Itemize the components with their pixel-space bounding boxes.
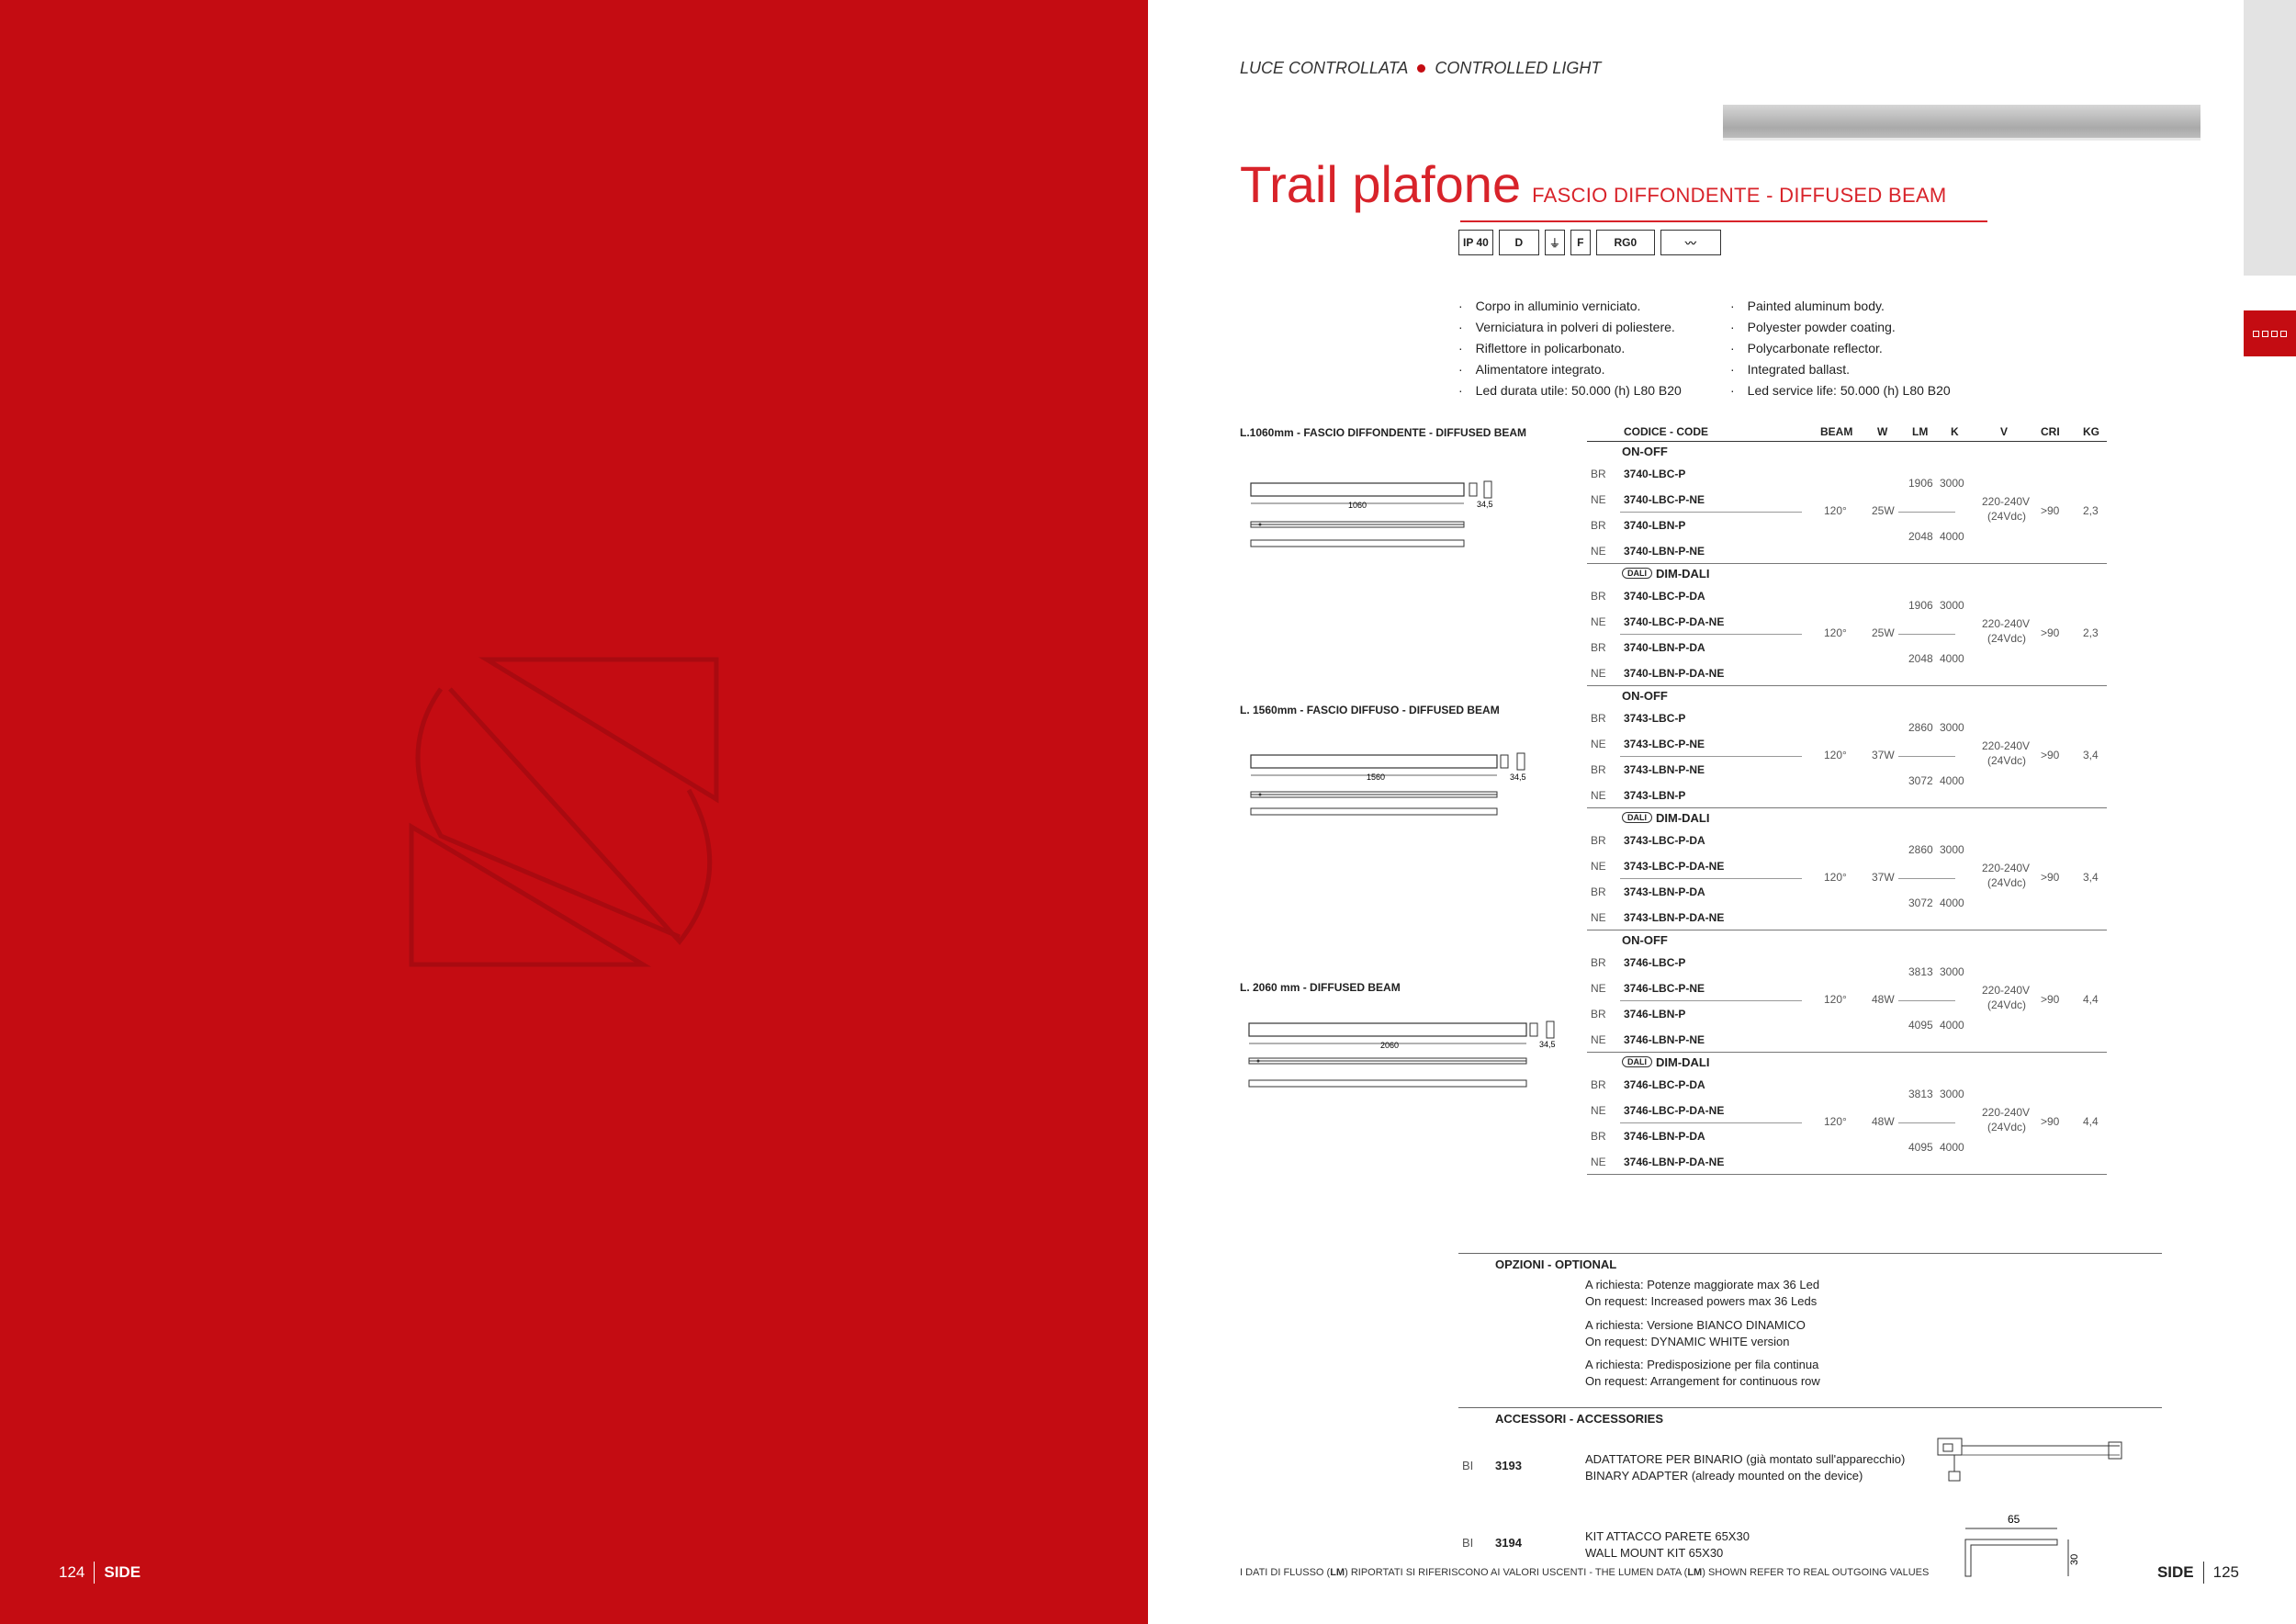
group-title [1587,564,2107,582]
lm-k-divider [1898,756,1955,757]
optional-item-en: On request: Increased powers max 36 Leds [1585,1294,1818,1308]
finish-code: BR [1591,1078,1606,1091]
driver-wave-icon: 〰 [1660,230,1721,255]
lumen-value: 2048 [1908,652,1933,665]
accessory-finish: BI [1462,1536,1474,1550]
table-row [1587,1148,2107,1174]
cri-value: >90 [2041,626,2060,639]
product-title-main: Trail plafone [1240,155,1522,213]
dali-icon: DALI [1622,1056,1652,1067]
voltage-dc-value: (24Vdc) [1987,510,2027,523]
row-divider [1620,756,1802,757]
features-it [1458,296,1682,401]
table-header [1587,423,2107,442]
finish-code: BR [1591,834,1606,847]
table-row [1587,949,2107,975]
table-row [1587,460,2107,486]
row-divider [1620,634,1802,635]
table-row [1587,1122,2107,1148]
finish-code: NE [1591,982,1606,995]
product-code: 3740-LBN-P-DA [1624,641,1705,654]
kelvin-value: 4000 [1940,1019,1964,1032]
finish-code: BR [1591,763,1606,776]
voltage-value: 220-240V [1982,984,2031,997]
optional-item-it: A richiesta: Versione BIANCO DINAMICO [1585,1318,1806,1332]
brand-name: SIDE [104,1563,141,1581]
brand-name: SIDE [2156,1563,2194,1581]
optional-item [1585,1357,1820,1390]
photobiological-rg0-icon: RG0 [1596,230,1655,255]
finish-code: BR [1591,641,1606,654]
lm-k-divider [1898,1000,1955,1001]
dimension-label: L.1060mm - FASCIO DIFFONDENTE - DIFFUSED BEAM [1240,426,1527,439]
lumen-value: 1906 [1908,477,1933,490]
product-code: 3740-LBC-P-NE [1624,493,1705,506]
kit-height-label: 30 [2069,1553,2080,1565]
lumen-value: 3813 [1908,965,1933,978]
optional-item [1585,1277,1819,1310]
certification-icons [1458,230,1721,255]
beam-value: 120° [1824,504,1847,517]
title-rule [1460,220,1987,222]
watt-value: 25W [1872,626,1895,639]
optional-section [1458,1253,2162,1276]
dali-icon: DALI [1622,568,1652,579]
voltage-dc-value: (24Vdc) [1987,754,2027,767]
side-logo-watermark-icon [404,652,726,974]
kelvin-value: 3000 [1940,1088,1964,1100]
table-row [1587,878,2107,904]
kelvin-value: 3000 [1940,965,1964,978]
product-group [1587,686,2107,808]
beam-value: 120° [1824,749,1847,761]
voltage-value: 220-240V [1982,862,2031,874]
group-title-text: DIM-DALI [1656,1054,1710,1069]
spec-table [1587,423,2107,1175]
finish-code: NE [1591,1033,1606,1046]
col-k: K [1951,425,1959,438]
lm-k-divider [1898,634,1955,635]
product-code: 3740-LBN-P [1624,519,1686,532]
cri-value: >90 [2041,1115,2060,1128]
weight-value: 4,4 [2083,1115,2099,1128]
voltage-value: 220-240V [1982,739,2031,752]
section-kicker [1240,59,1601,78]
optional-item-en: On request: Arrangement for continuous row [1585,1374,1820,1388]
finish-code: BR [1591,712,1606,725]
finish-code: NE [1591,615,1606,628]
kicker-en: CONTROLLED LIGHT [1435,59,1602,77]
table-row [1587,1026,2107,1052]
dimension-height: 34,5 [1510,773,1526,782]
dimension-drawing [1247,1018,1578,1091]
product-code: 3746-LBC-P-DA [1624,1078,1705,1091]
row-divider [1620,1000,1802,1001]
watt-value: 37W [1872,749,1895,761]
product-code: 3746-LBN-P-NE [1624,1033,1705,1046]
optional-item-it: A richiesta: Potenze maggiorate max 36 Led [1585,1278,1820,1291]
dimension-height: 34,5 [1477,500,1493,509]
accessory-description [1585,1451,1905,1484]
feature-item: · Painted aluminum body. [1730,296,1951,317]
product-image [1723,105,2200,141]
accessories-section [1458,1407,2162,1430]
wall-mount-kit-drawing [1956,1510,2080,1580]
finish-code: BR [1591,468,1606,480]
product-code: 3746-LBC-P [1624,956,1686,969]
table-row [1587,512,2107,537]
product-code: 3740-LBC-P-DA [1624,590,1705,603]
beam-value: 120° [1824,871,1847,884]
feature-item: · Alimentatore integrato. [1458,359,1682,380]
lm-k-divider [1898,1122,1955,1123]
lumen-value: 3813 [1908,1088,1933,1100]
group-title-text: DIM-DALI [1656,566,1710,581]
lumen-value: 2048 [1908,530,1933,543]
product-group [1587,930,2107,1053]
kelvin-value: 3000 [1940,599,1964,612]
table-row [1587,756,2107,782]
lm-k-divider [1898,512,1955,513]
optional-item-en: On request: DYNAMIC WHITE version [1585,1335,1790,1348]
lm-k-divider [1898,878,1955,879]
dimension-length: 2060 [1379,1041,1400,1050]
table-body [1587,442,2107,1175]
product-code: 3743-LBN-P-DA [1624,885,1705,898]
features-en [1730,296,1951,401]
feature-item: · Integrated ballast. [1730,359,1951,380]
table-row [1587,660,2107,685]
binary-adapter-drawing [1936,1435,2129,1490]
ground-icon: ⏚ [1545,230,1565,255]
row-divider [1620,512,1802,513]
product-code: 3743-LBN-P-DA-NE [1624,911,1725,924]
weight-value: 4,4 [2083,993,2099,1006]
feature-item: · Polycarbonate reflector. [1730,338,1951,359]
lumen-value: 4095 [1908,1141,1933,1154]
group-title [1587,686,2107,705]
finish-code: NE [1591,1156,1606,1168]
group-title [1587,808,2107,827]
weight-value: 3,4 [2083,749,2099,761]
optional-item [1585,1317,1806,1350]
kicker-it: LUCE CONTROLLATA [1240,59,1409,77]
table-row [1587,582,2107,608]
footnote: I DATI DI FLUSSO (LM) RIPORTATI SI RIFERISCONO AI VALORI USCENTI - THE LUMEN DATA (LM) SHOWN REFER TO REAL OUTGOING VALUES [1240,1567,1930,1578]
group-title [1587,1053,2107,1071]
finish-code: NE [1591,860,1606,873]
group-title [1587,442,2107,460]
product-group [1587,808,2107,930]
kit-width-label: 65 [2008,1513,2020,1526]
finish-code: NE [1591,738,1606,750]
kelvin-value: 4000 [1940,530,1964,543]
row-divider [1620,878,1802,879]
finish-code: NE [1591,493,1606,506]
group-title-text: ON-OFF [1622,688,1668,703]
table-row [1587,1071,2107,1097]
col-w: W [1877,425,1888,438]
finish-code: BR [1591,590,1606,603]
kelvin-value: 4000 [1940,1141,1964,1154]
product-code: 3743-LBC-P-DA-NE [1624,860,1725,873]
product-code: 3746-LBC-P-NE [1624,982,1705,995]
cri-value: >90 [2041,871,2060,884]
beam-value: 120° [1824,626,1847,639]
product-code: 3740-LBC-P [1624,468,1686,480]
table-row [1587,1000,2107,1026]
product-group [1587,442,2107,564]
finish-code: BR [1591,1130,1606,1143]
voltage-dc-value: (24Vdc) [1987,1121,2027,1133]
col-v: V [2000,425,2009,438]
voltage-dc-value: (24Vdc) [1987,632,2027,645]
table-row [1587,904,2107,930]
product-code: 3746-LBN-P-DA-NE [1624,1156,1725,1168]
col-cri: CRI [2041,425,2060,438]
voltage-dc-value: (24Vdc) [1987,998,2027,1011]
feature-item: · Led service life: 50.000 (h) L80 B20 [1730,380,1951,401]
product-code: 3740-LBC-P-DA-NE [1624,615,1725,628]
bullet-dot-icon [1417,64,1425,73]
col-lm: LM [1912,425,1929,438]
beam-value: 120° [1824,993,1847,1006]
finish-code: BR [1591,519,1606,532]
f-mark-icon: F [1570,230,1591,255]
kelvin-value: 3000 [1940,843,1964,856]
voltage-value: 220-240V [1982,617,2031,630]
watt-value: 48W [1872,993,1895,1006]
ip40-icon: IP 40 [1458,230,1493,255]
lumen-value: 3072 [1908,774,1933,787]
beam-value: 120° [1824,1115,1847,1128]
accessory-desc-it: ADATTATORE PER BINARIO (già montato sull'apparecchio) [1585,1452,1906,1466]
product-group [1587,564,2107,686]
group-title-text: ON-OFF [1622,932,1668,947]
weight-value: 2,3 [2083,504,2099,517]
page-number: 125 [2212,1563,2239,1581]
product-code: 3743-LBC-P-NE [1624,738,1705,750]
cri-value: >90 [2041,993,2060,1006]
left-page-number [59,1562,141,1584]
feature-item: · Verniciatura in polveri di poliestere. [1458,317,1682,338]
finish-code: NE [1591,911,1606,924]
product-code: 3746-LBC-P-DA-NE [1624,1104,1725,1117]
product-code: 3743-LBN-P-NE [1624,763,1705,776]
feature-item: · Riflettore in policarbonato. [1458,338,1682,359]
dimension-label: L. 2060 mm - DIFFUSED BEAM [1240,981,1401,994]
cri-value: >90 [2041,504,2060,517]
page-number: 124 [59,1563,85,1581]
voltage-dc-value: (24Vdc) [1987,876,2027,889]
finish-code: NE [1591,545,1606,558]
product-code: 3740-LBN-P-NE [1624,545,1705,558]
dimension-drawing [1247,478,1578,551]
lumen-value: 3072 [1908,897,1933,909]
col-beam: BEAM [1820,425,1853,438]
kelvin-value: 3000 [1940,721,1964,734]
table-row [1587,705,2107,730]
kelvin-value: 4000 [1940,652,1964,665]
product-title-sub: FASCIO DIFFONDENTE - DIFFUSED BEAM [1532,184,1947,207]
dimension-label: L. 1560mm - FASCIO DIFFUSO - DIFFUSED BEAM [1240,704,1500,716]
finish-code: BR [1591,1008,1606,1021]
feature-item: · Polyester powder coating. [1730,317,1951,338]
accessory-finish: BI [1462,1459,1474,1472]
dimension-length: 1560 [1366,773,1386,782]
finish-code: NE [1591,789,1606,802]
product-title [1240,154,1947,214]
row-divider [1620,1122,1802,1123]
side-tab-gray [2244,0,2296,276]
right-page-number [2157,1562,2239,1584]
product-code: 3746-LBN-P [1624,1008,1686,1021]
lumen-value: 2860 [1908,721,1933,734]
finish-code: BR [1591,956,1606,969]
kelvin-value: 3000 [1940,477,1964,490]
group-title-text: ON-OFF [1622,444,1668,458]
product-code: 3740-LBN-P-DA-NE [1624,667,1725,680]
accessory-desc-it: KIT ATTACCO PARETE 65X30 [1585,1529,1750,1543]
kelvin-value: 4000 [1940,897,1964,909]
feature-item: · Led durata utile: 50.000 (h) L80 B20 [1458,380,1682,401]
table-row [1587,782,2107,807]
col-code: CODICE - CODE [1624,425,1709,438]
col-kg: KG [2083,425,2099,438]
accessory-desc-en: BINARY ADAPTER (already mounted on the device) [1585,1469,1863,1483]
optional-item-it: A richiesta: Predisposizione per fila continua [1585,1358,1819,1371]
feature-item: · Corpo in alluminio verniciato. [1458,296,1682,317]
accessory-desc-en: WALL MOUNT KIT 65X30 [1585,1546,1724,1560]
accessory-code: 3194 [1495,1536,1522,1550]
product-code: 3743-LBC-P-DA [1624,834,1705,847]
table-row [1587,634,2107,660]
dali-icon: DALI [1622,812,1652,823]
cri-value: >90 [2041,749,2060,761]
accessory-code: 3193 [1495,1459,1522,1472]
product-group [1587,1053,2107,1175]
kelvin-value: 4000 [1940,774,1964,787]
voltage-value: 220-240V [1982,1106,2031,1119]
weight-value: 3,4 [2083,871,2099,884]
finish-code: NE [1591,667,1606,680]
table-row [1587,827,2107,852]
product-code: 3743-LBC-P [1624,712,1686,725]
table-row [1587,537,2107,563]
lumen-value: 4095 [1908,1019,1933,1032]
dimension-length: 1060 [1347,501,1367,510]
dimension-height: 34,5 [1539,1040,1556,1049]
watt-value: 48W [1872,1115,1895,1128]
side-tab-red [2244,310,2296,356]
accessories-heading: ACCESSORI - ACCESSORIES [1458,1407,2162,1430]
voltage-value: 220-240V [1982,495,2031,508]
finish-code: BR [1591,885,1606,898]
dimension-drawing [1247,751,1578,825]
product-code: 3746-LBN-P-DA [1624,1130,1705,1143]
group-title [1587,930,2107,949]
accessory-description [1585,1528,1750,1562]
watt-value: 25W [1872,504,1895,517]
lumen-value: 2860 [1908,843,1933,856]
finish-code: NE [1591,1104,1606,1117]
product-code: 3743-LBN-P [1624,789,1686,802]
driver-d-icon: D [1499,230,1539,255]
optional-heading: OPZIONI - OPTIONAL [1458,1253,2162,1276]
weight-value: 2,3 [2083,626,2099,639]
lumen-value: 1906 [1908,599,1933,612]
group-title-text: DIM-DALI [1656,810,1710,825]
watt-value: 37W [1872,871,1895,884]
